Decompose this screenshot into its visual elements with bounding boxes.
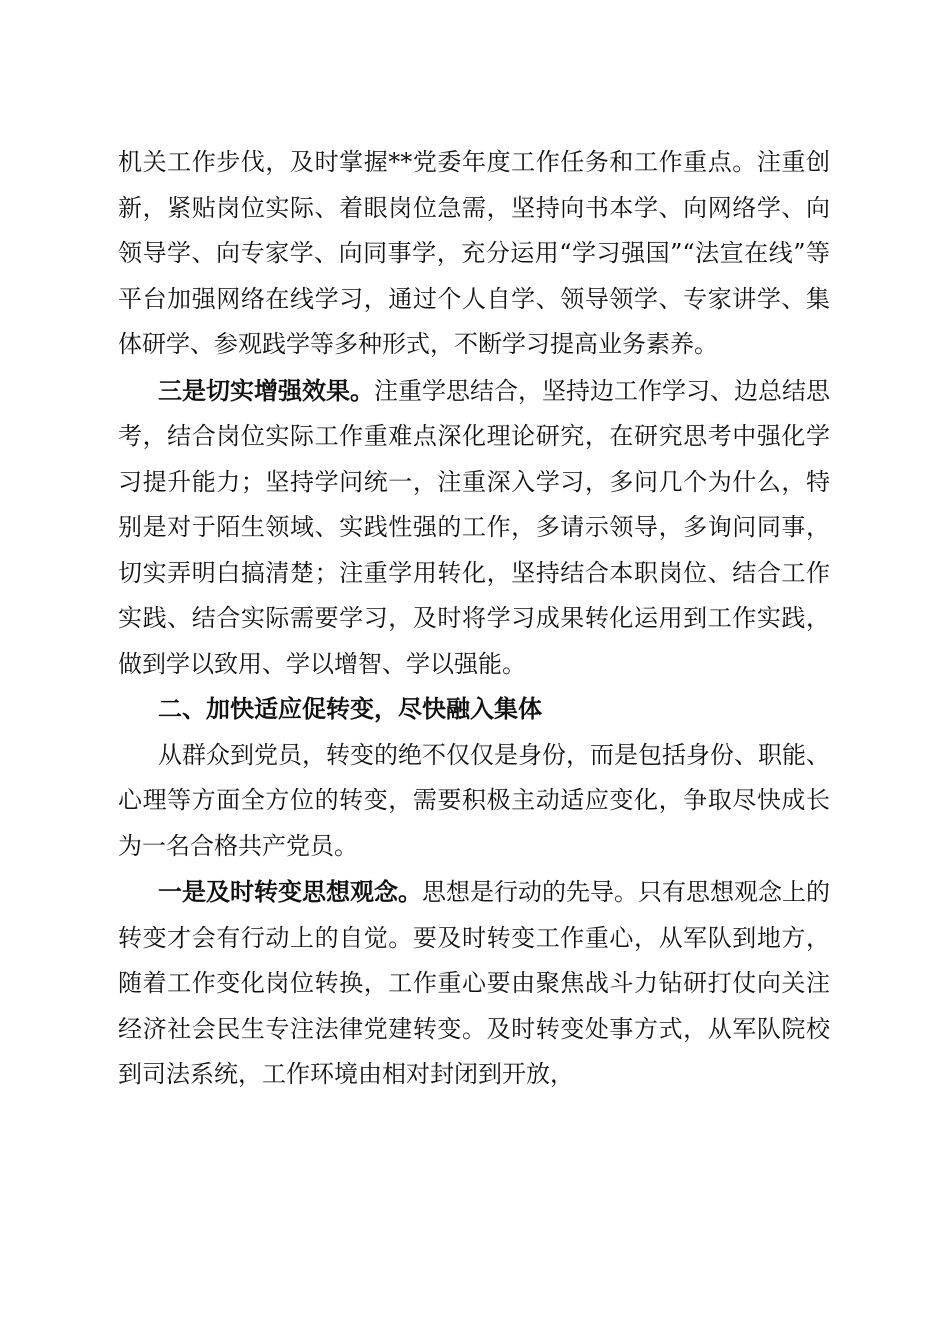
paragraph-enhance-effect xyxy=(118,368,830,688)
paragraph-identity-change xyxy=(118,733,830,870)
paragraph-text: 注重学思结合，坚持边工作学习、边总结思考，结合岗位实际工作重难点深化理论研究，在研究思考中强化学习提升能力；坚持学问统一，注重深入学习，多问几个为什么，特别是对于陌生领域、实践性强的工作，多请示领导，多询问同事，切实弄明白搞清楚；注重学用转化，坚持结合本职岗位、结合工作实践、结合实际需要学习，及时将学习成果转化运用到工作实践，做到学以致用、学以增智、学以强能。 xyxy=(118,376,830,678)
paragraph-text: 思想是行动的先导。只有思想观念上的转变才会有行动上的自觉。要及时转变工作重心，从军队到地方，随着工作变化岗位转换，工作重心要由聚焦战斗力钻研打仗向关注经济社会民生专注法律党建转变。及时转变处事方式，从军队院校到司法系统，工作环境由相对封闭到开放， xyxy=(118,878,830,1088)
document-page xyxy=(118,140,830,1098)
section-heading: 二、加快适应促转变，尽快融入集体 xyxy=(158,695,542,723)
paragraph-lead: 三是切实增强效果。 xyxy=(158,375,374,405)
paragraph-study-methods xyxy=(118,140,830,368)
paragraph-text: 从群众到党员，转变的绝不仅仅是身份，而是包括身份、职能、心理等方面全方位的转变，需要积极主动适应变化，争取尽快成长为一名合格共产党员。 xyxy=(118,740,830,860)
paragraph-change-thinking xyxy=(118,869,830,1098)
paragraph-text: 机关工作步伐，及时掌握**党委年度工作任务和工作重点。注重创新，紧贴岗位实际、着眼岗位急需，坚持向书本学、向网络学、向领导学、向专家学、向同事学，充分运用“学习强国”“法宣在线”等平台加强网络在线学习，通过个人自学、领导领学、专家讲学、集体研学、参观践学等多种形式，不断学习提高业务素养。 xyxy=(118,148,830,358)
paragraph-lead: 一是及时转变思想观念。 xyxy=(158,877,422,906)
